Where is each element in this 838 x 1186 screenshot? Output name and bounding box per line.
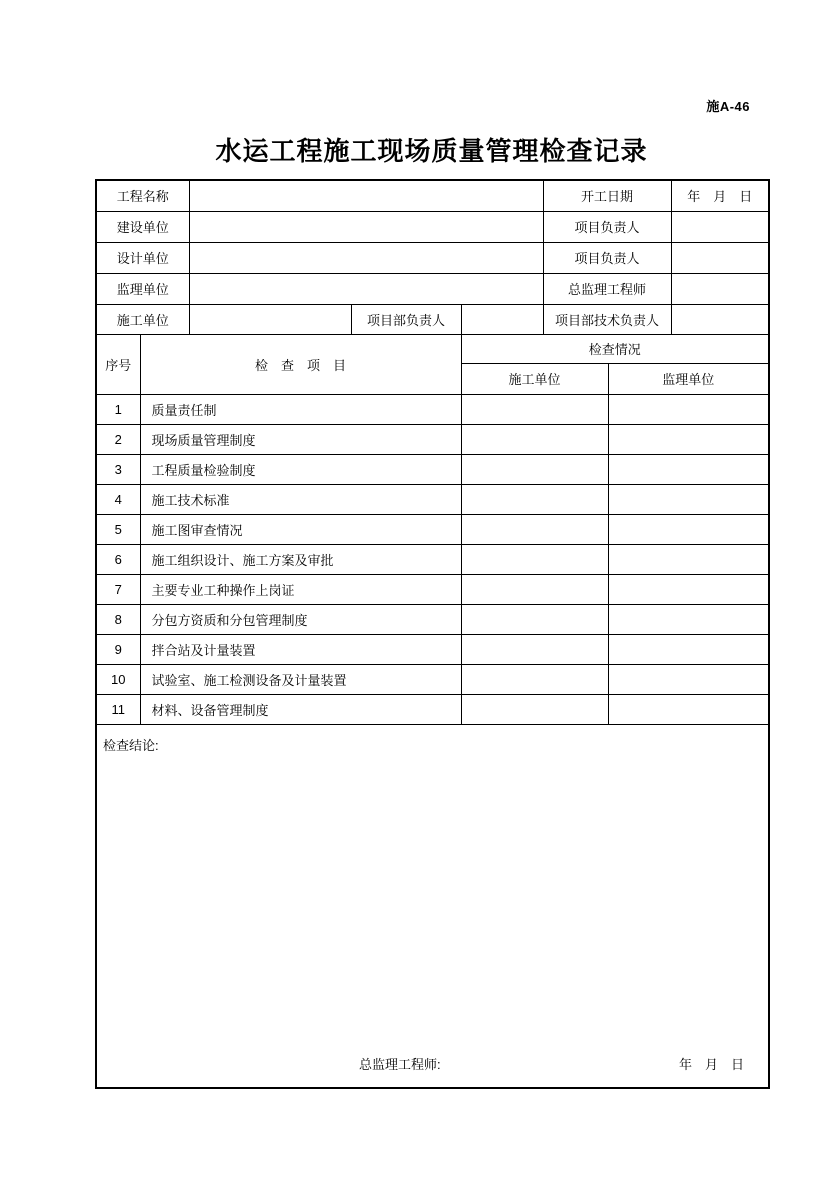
- item-name: 现场质量管理制度: [140, 424, 461, 454]
- project-name-label: 工程名称: [96, 180, 189, 211]
- item-number: 8: [96, 604, 140, 634]
- design-org-field[interactable]: [189, 242, 543, 273]
- check-cell-construction-3[interactable]: [461, 454, 608, 484]
- check-cell-construction-11[interactable]: [461, 694, 608, 724]
- table-row: [96, 211, 769, 242]
- contractor-field[interactable]: [189, 304, 351, 334]
- check-cell-supervision-3[interactable]: [608, 454, 769, 484]
- start-date-label: 开工日期: [543, 180, 671, 211]
- chief-supervisor-label: 总监理工程师: [543, 273, 671, 304]
- item-name: 工程质量检验制度: [140, 454, 461, 484]
- start-date-field[interactable]: 年 月 日: [671, 180, 769, 211]
- project-dept-tech-head-label: 项目部技术负责人: [543, 304, 671, 334]
- item-number: 5: [96, 514, 140, 544]
- item-number: 3: [96, 454, 140, 484]
- chief-supervisor-field[interactable]: [671, 273, 769, 304]
- check-cell-construction-4[interactable]: [461, 484, 608, 514]
- page-title: 水运工程施工现场质量管理检查记录: [215, 136, 648, 166]
- item-number: 6: [96, 544, 140, 574]
- table-row: [96, 424, 769, 454]
- item-name: 施工图审查情况: [140, 514, 461, 544]
- owner-pm-label: 项目负责人: [543, 211, 671, 242]
- item-name: 分包方资质和分包管理制度: [140, 604, 461, 634]
- table-row: [96, 454, 769, 484]
- table-row: [96, 242, 769, 273]
- check-cell-construction-1[interactable]: [461, 394, 608, 424]
- table-row: [96, 664, 769, 694]
- design-pm-label: 项目负责人: [543, 242, 671, 273]
- check-cell-supervision-5[interactable]: [608, 514, 769, 544]
- supervision-org-label: 监理单位: [96, 273, 189, 304]
- table-row: [96, 694, 769, 724]
- project-dept-head-label: 项目部负责人: [351, 304, 461, 334]
- check-cell-construction-10[interactable]: [461, 664, 608, 694]
- check-cell-construction-8[interactable]: [461, 604, 608, 634]
- construction-column-header: 施工单位: [461, 363, 608, 394]
- item-name: 拌合站及计量装置: [140, 634, 461, 664]
- check-cell-supervision-10[interactable]: [608, 664, 769, 694]
- item-column-header: 检 查 项 目: [140, 334, 461, 394]
- owner-pm-field[interactable]: [671, 211, 769, 242]
- checklist-header-row: [96, 334, 769, 363]
- supervision-org-field[interactable]: [189, 273, 543, 304]
- item-name: 施工技术标准: [140, 484, 461, 514]
- item-name: 质量责任制: [140, 394, 461, 424]
- signature-date-field[interactable]: 年 月 日: [679, 1056, 745, 1072]
- conclusion-row: [96, 724, 769, 1088]
- status-column-header: 检查情况: [461, 334, 769, 363]
- item-number: 7: [96, 574, 140, 604]
- table-row: [96, 273, 769, 304]
- item-name: 试验室、施工检测设备及计量装置: [140, 664, 461, 694]
- check-cell-supervision-1[interactable]: [608, 394, 769, 424]
- table-row: [96, 634, 769, 664]
- check-cell-supervision-7[interactable]: [608, 574, 769, 604]
- supervision-column-header: 监理单位: [608, 363, 769, 394]
- table-row: [96, 180, 769, 211]
- seq-column-header: 序号: [96, 334, 140, 394]
- item-name: 材料、设备管理制度: [140, 694, 461, 724]
- table-row: [96, 304, 769, 334]
- conclusion-label: 检查结论:: [103, 737, 159, 753]
- table-row: [96, 514, 769, 544]
- table-row: [96, 544, 769, 574]
- project-name-field[interactable]: [189, 180, 543, 211]
- item-name: 主要专业工种操作上岗证: [140, 574, 461, 604]
- conclusion-cell: [96, 724, 769, 1088]
- design-pm-field[interactable]: [671, 242, 769, 273]
- project-dept-head-field[interactable]: [461, 304, 543, 334]
- owner-org-field[interactable]: [189, 211, 543, 242]
- item-number: 10: [96, 664, 140, 694]
- item-number: 11: [96, 694, 140, 724]
- item-number: 9: [96, 634, 140, 664]
- item-number: 1: [96, 394, 140, 424]
- check-cell-supervision-11[interactable]: [608, 694, 769, 724]
- check-cell-supervision-2[interactable]: [608, 424, 769, 454]
- check-cell-construction-9[interactable]: [461, 634, 608, 664]
- table-row: [96, 604, 769, 634]
- inspection-form-table: [95, 179, 770, 1089]
- item-name: 施工组织设计、施工方案及审批: [140, 544, 461, 574]
- check-cell-construction-5[interactable]: [461, 514, 608, 544]
- chief-supervisor-signature-label: 总监理工程师:: [359, 1056, 441, 1072]
- table-row: [96, 574, 769, 604]
- item-number: 2: [96, 424, 140, 454]
- check-cell-supervision-8[interactable]: [608, 604, 769, 634]
- check-cell-supervision-4[interactable]: [608, 484, 769, 514]
- check-cell-supervision-6[interactable]: [608, 544, 769, 574]
- owner-org-label: 建设单位: [96, 211, 189, 242]
- form-code: 施A-46: [706, 99, 750, 114]
- contractor-label: 施工单位: [96, 304, 189, 334]
- design-org-label: 设计单位: [96, 242, 189, 273]
- table-row: [96, 394, 769, 424]
- check-cell-supervision-9[interactable]: [608, 634, 769, 664]
- check-cell-construction-7[interactable]: [461, 574, 608, 604]
- check-cell-construction-6[interactable]: [461, 544, 608, 574]
- check-cell-construction-2[interactable]: [461, 424, 608, 454]
- project-dept-tech-head-field[interactable]: [671, 304, 769, 334]
- table-row: [96, 484, 769, 514]
- item-number: 4: [96, 484, 140, 514]
